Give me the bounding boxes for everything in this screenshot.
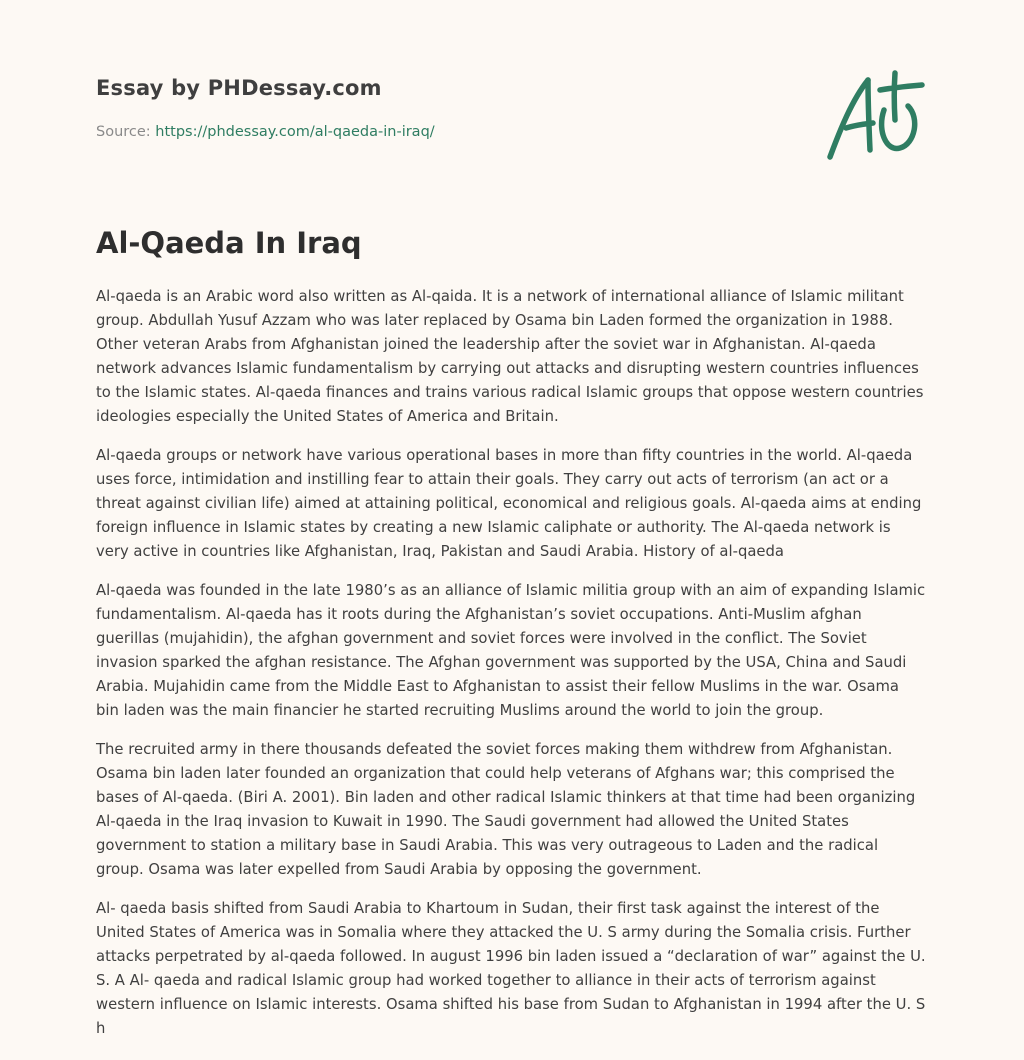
paragraph: Al-qaeda is an Arabic word also written as Al-qaida. It is a network of international alliance of Islamic militant group. Abdullah Yusuf Azzam who was later replaced by Osama bin Laden formed the organization in 1988. Other veteran Arabs from Afghanistan joined the leadership after the soviet war in Afghanistan. Al-qaeda network advances Islamic fundamentalism by carrying out attacks and disrupting western countries influences to the Islamic states. Al-qaeda finances and trains various radical Islamic groups that oppose western countries ideologies especially the United States of America and Britain. — [96, 288, 924, 425]
site-title: Essay by PHDessay.com — [96, 76, 382, 100]
a-plus-logo-icon — [822, 68, 928, 164]
document-body — [96, 285, 926, 1056]
paragraph: Al-qaeda groups or network have various operational bases in more than fifty countries in the world. Al-qaeda uses force, intimidation and instilling fear to attain their goals. They carry out acts of terrorism (an act or a threat against civilian life) aimed at attaining political, economical and religious goals. Al-qaeda aims at ending foreign influence in Islamic states by creating a new Islamic caliphate or authority. The Al-qaeda network is very active in countries like Afghanistan, Iraq, Pakistan and Saudi Arabia. History of al-qaeda — [96, 447, 922, 560]
document-title: Al-Qaeda In Iraq — [96, 226, 362, 260]
source-link[interactable]: https://phdessay.com/al-qaeda-in-iraq/ — [155, 124, 435, 140]
paragraph: The recruited army in there thousands defeated the soviet forces making them withdrew from Afghanistan. Osama bin laden later founded an organization that could help veterans of Afghans war; this comprised the bases of Al-qaeda. (Biri A. 2001). Bin laden and other radical Islamic thinkers at that time had been organizing Al-qaeda in the Iraq invasion to Kuwait in 1990. The Saudi government had allowed the United States government to station a military base in Saudi Arabia. This was very outrageous to Laden and the radical group. Osama was later expelled from Saudi Arabia by opposing the government. — [96, 741, 916, 878]
source-label: Source: — [96, 124, 151, 140]
source-line — [96, 124, 435, 140]
paragraph: Al-qaeda was founded in the late 1980’s as an alliance of Islamic militia group with an aim of expanding Islamic fundamentalism. Al-qaeda has it roots during the Afghanistan’s soviet occupations. Anti-Muslim afghan guerillas (mujahidin), the afghan government and soviet forces were involved in the conflict. The Soviet invasion sparked the afghan resistance. The Afghan government was supported by the USA, China and Saudi Arabia. Mujahidin came from the Middle East to Afghanistan to assist their fellow Muslims in the war. Osama bin laden was the main financier he started recruiting Muslims around the world to join the group. — [96, 582, 926, 719]
paragraph: Al- qaeda basis shifted from Saudi Arabia to Khartoum in Sudan, their first task against the interest of the United States of America was in Somalia where they attacked the U. S army during the Somalia crisis. Further attacks perpetrated by al-qaeda followed. In august 1996 bin laden issued a “declaration of war” against the U. S. A Al- qaeda and radical Islamic group had worked together to alliance in their acts of terrorism against western influence on Islamic interests. Osama shifted his base from Sudan to Afghanistan in 1994 after the U. S h — [96, 900, 926, 1037]
